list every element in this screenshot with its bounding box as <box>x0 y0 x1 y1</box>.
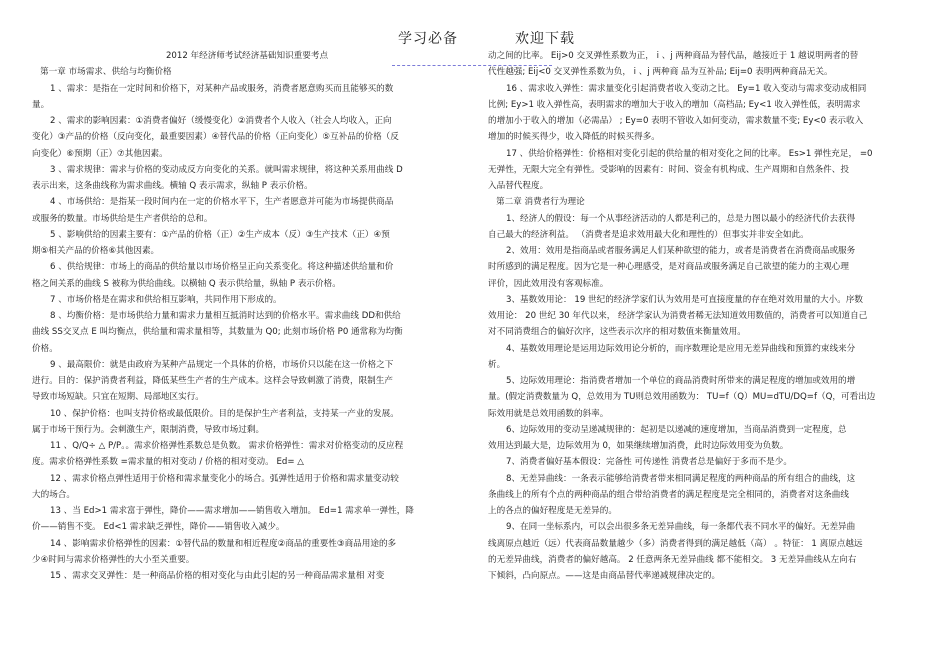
text-line: 下倾斜，凸向原点。——这是由商品替代率递减规律决定的。 <box>488 571 721 581</box>
text-line: 或服务的数量。市场供给是生产者供给的总和。 <box>32 213 213 224</box>
text-line: 大的场合。 <box>32 489 75 500</box>
text-line: 变化）③产品的价格（反向变化，最重要因素）④替代品的价格（正向变化）⑤互补品的价格（反 <box>32 132 399 143</box>
text-line: 4、基数效用理论是运用边际效用论分析的，而序数理论是应用无差异曲线和预算约束线来分 <box>506 343 856 354</box>
text-line: 少④时间与需求价格弹性的大小至关重要。 <box>32 554 195 565</box>
text-line: 效用达到最大是，边际效用为 0，如果继续增加消费，此时边际效用变为负数。 <box>488 441 789 451</box>
text-line: 增加的时候买得少，收入降低的时候买得多。 <box>488 132 660 143</box>
text-line: 8、无差异曲线：一条表示能够给消费者带来相同满足程度的两种商品的所有组合的曲线，这 <box>506 473 856 484</box>
text-line: 11 、Q/Q÷ △ P/P。。需求价格弹性系数总是负数。 需求价格弹性：需求对价格变动的反应程 <box>50 441 404 451</box>
text-line: 导致市场短缺。只宜在短期、局部地区实行。 <box>32 392 204 403</box>
text-line: 际效用就是总效用函数的斜率。 <box>488 408 609 419</box>
text-line: 线离原点越近（远）代表商品数量越少（多）消费者得到的满足越低（高） 。特征： 1 离原点越远 <box>488 538 863 549</box>
text-line: 的无差异曲线，消费者的偏好越高。 2 任意两条无差异曲线 都不能相交。 3 无差异曲线从左向右 <box>488 554 857 565</box>
text-line: 8 、均衡价格：是市场供给力量和需求力量相互抵消时达到的价格水平。需求曲线 DD和供给 <box>50 311 401 321</box>
text-line: 15 、需求交叉弹性：是一种商品价格的相对变化与由此引起的另一种商品需求量相 对变 <box>50 571 385 581</box>
text-line: 格之间关系的曲线 S 被称为供给曲线。以横轴 Q 表示供给量，纵轴 P 表示价格。 <box>32 278 341 289</box>
text-line: 5、边际效用理论：指消费者增加一个单位的商品消费时所带来的满足程度的增加或效用的增 <box>506 376 856 386</box>
page-header <box>0 20 950 46</box>
text-line: 量。 <box>32 99 50 110</box>
text-line: 析。 <box>488 359 506 370</box>
text-line: 7、消费者偏好基本假设：完备性 可传递性 消费者总是偏好于多而不是少。 <box>506 457 792 468</box>
text-line: 价格。 <box>32 343 58 354</box>
text-line: 3 、需求规律：需求与价格的变动成反方向变化的关系。就叫需求规律，将这种关系用曲线 D <box>50 164 403 175</box>
text-line: 6 、供给规律：市场上的商品的供给量以市场价格呈正向关系变化。将这种描述供给量和价 <box>50 262 394 273</box>
text-line: 4 、市场供给：是指某一段时间内在一定的价格水平下，生产者愿意并可能为市场提供商品 <box>50 197 394 208</box>
text-line: 时所感到的满足程度。因为它是一种心理感受，是对商品或服务满足自己欲望的能力的主观心理 <box>488 262 849 273</box>
text-line: 对不同消费组合的偏好次序，这些表示次序的相对数值来衡量效用。 <box>488 327 746 338</box>
text-line: 表示出来，这条曲线称为需求曲线。横轴 Q 表示需求，纵轴 P 表示价格。 <box>32 181 313 191</box>
text-line: 17 、供给价格弹性：价格相对变化引起的供给量的相对变化之间的比率。 Es>1 弹性充足， =0 <box>506 148 873 159</box>
text-line: 量。(假定消费数量为 Q，总效用为 TU则总效用函数为： TU=f（Q）MU=dTU/DQ=f（Q，可看出边 <box>488 392 876 403</box>
text-line: 3、基数效用论： 19 世纪的经济学家们认为效用是可直接度量的存在绝对效用量的大小。序数 <box>506 294 864 305</box>
text-line: 14 、影响需求价格弹性的因素：①替代品的数量和相近程度②商品的重要性③商品用途的多 <box>50 538 397 549</box>
text-line: 无弹性，无限大完全有弹性。受影响的因素有：时间、资金有机构成、生产周期和自然条件、投 <box>488 164 849 175</box>
text-line: 6、边际效用的变动呈递减规律的：起初是以递减的速度增加，当商品消费到一定程度，总 <box>506 424 847 435</box>
text-line: 1 、需求：是指在一定时间和价格下，对某种产品或服务，消费者愿意购买而且能够买的数 <box>50 83 394 94</box>
text-line: 9、在同一坐标系内，可以会出很多条无差异曲线，每一条都代表不同水平的偏好。无差异曲 <box>506 522 856 533</box>
text-line: 上的各点的偏好程度是无差异的。 <box>488 506 617 516</box>
text-line: 比例; Ey>1 收入弹性高，表明需求的增加大于收入的增加（高档品; Ey<1 收入弹性低，表明需求 <box>488 99 861 110</box>
text-line: 曲线 SS交叉点 E 叫均衡点，供给量和需求量相等，其数量为 Q0; 此刻市场价格 P0 通常称为均衡 <box>32 327 403 338</box>
text-line: 效用论： 20 世纪 30 年代以来， 经济学家认为消费者稀无法知道效用数值的，消费者可以知道自己 <box>488 311 868 321</box>
text-line: 2、效用：效用是指商品或者服务满足人们某种欲望的能力，或者是消费者在消费商品或服务 <box>506 246 856 256</box>
text-line: 自己最大的经济利益。 （消费者是追求效用最大化和理性的）但事实并非安全如此。 <box>488 229 809 240</box>
text-line: 5 、影响供给的因素主要有：①产品的价格（正）②生产成本（反）③生产技术（正）④预 <box>50 229 390 240</box>
text-line: 向变化）⑥预期（正）⑦其他因素。 <box>32 148 168 159</box>
text-line: 1、经济人的假设：每一个从事经济活动的人都是利己的，总是力图以最小的经济代价去获得 <box>506 213 856 224</box>
text-line: 代性越强; Eij<0 交叉弹性系数为负， i 、j 两种商 品为互补品; Eij=0 表明两种商品无关。 <box>488 67 833 78</box>
text-line: 9 、最高限价：就是由政府为某种产品规定一个具体的价格，市场价只以能在这一价格之下 <box>50 359 394 370</box>
left-column <box>32 48 462 584</box>
text-line: 16 、需求收入弹性：需求量变化引起消费者收入变动之比。 Ey=1 收入变动与需求变动成相同 <box>506 83 867 94</box>
text-line: 评价，因此效用没有客观标准。 <box>488 278 609 289</box>
text-line: 动之间的比率。 Eij>0 交叉弹性系数为正， i 、j 两种商品为替代品，越接近于 1 越说明两者的替 <box>488 51 859 61</box>
chapter-heading: 第二章 消费者行为理论 <box>496 197 585 208</box>
text-line: 属于市场干预行为。会刺激生产，限制消费，导致市场过剩。 <box>32 424 265 435</box>
header-right-text: 欢迎下载 <box>515 31 575 47</box>
text-line: 7 、市场价格是在需求和供给相互影响，共同作用下形成的。 <box>50 294 282 305</box>
text-line: 2 、需求的影响因素：①消费者偏好（缓慢变化）②消费者个人收入（社会人均收入，正向 <box>50 116 392 126</box>
right-column <box>488 48 920 584</box>
text-line: 进行。目的：保护消费者利益，降低某些生产者的生产成本。这样会导致刺激了消费，限制生产 <box>32 376 393 386</box>
chapter-heading: 第一章 市场需求、供给与均衡价格 <box>40 67 172 78</box>
text-line: 10 、保护价格：也叫支持价格或最低限价。目的是保护生产者利益，支持某一产业的发展。 <box>50 408 399 419</box>
text-line: 条曲线上的所有个点的两种商品的组合带给消费者的满足程度是完全相同的，消费者对这条曲线 <box>488 489 849 500</box>
text-line: 期⑤相关产品的价格⑥其他因素。 <box>32 246 160 256</box>
text-line: 入品替代程度。 <box>488 181 549 191</box>
document-title: 2012 年经济师考试经济基础知识重要考点 <box>165 51 329 61</box>
text-line: 的增加小于收入的增加（必需品） ; Ey=0 表明不管收入如何变动，需求数量不变; Ey<0 表示收入 <box>488 116 864 126</box>
text-line: 13 、当 Ed>1 需求富于弹性，降价——需求增加——销售收入增加。 Ed=1 需求单一弹性，降 <box>50 506 414 516</box>
header-left-text: 学习必备 <box>398 31 458 47</box>
text-line: 价——销售不变。 Ed<1 需求缺乏弹性，降价——销售收入减少。 <box>32 522 285 533</box>
text-line: 12 、需求价格点弹性适用于价格和需求量变化小的场合。弧弹性适用于价格和需求量变动较 <box>50 473 399 484</box>
text-line: 度。需求价格弹性系数 =需求量的相对变动 / 价格的相对变动。 Ed= △ <box>32 457 304 468</box>
